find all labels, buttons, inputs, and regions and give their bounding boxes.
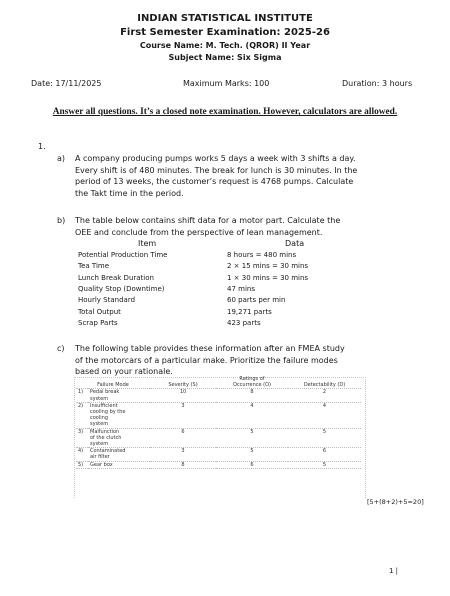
part-c-text [75, 343, 370, 378]
fmea-failure-mode [88, 402, 150, 428]
fmea-failure-mode [88, 461, 150, 468]
maximum-marks: Maximum Marks: 100 [183, 79, 270, 88]
table-row [76, 428, 361, 448]
table-row [76, 448, 361, 461]
mode-line: system [90, 441, 109, 448]
page-number: 1 | [389, 567, 399, 575]
fmea-severity: 3 [150, 448, 216, 461]
shift-item: Quality Stop (Downtime) [78, 285, 165, 293]
table-row [76, 389, 361, 402]
mode-line: system [90, 421, 109, 428]
part-b-text [75, 215, 370, 238]
shift-item: Total Output [78, 308, 121, 316]
fmea-row-number: 1) [76, 389, 88, 402]
fmea-row-number: 2) [76, 402, 88, 428]
fmea-severity: 10 [150, 389, 216, 402]
mode-line: system [90, 395, 109, 402]
fmea-table [76, 376, 361, 469]
shift-item: Potential Production Time [78, 251, 168, 259]
shift-table-data-header: Data [285, 239, 305, 248]
course-name: Course Name: M. Tech. (QROR) II Year [139, 41, 311, 50]
question-number: 1. [38, 142, 46, 151]
part-a-line: A company producing pumps works 5 days a week with 3 shifts a day. [75, 154, 356, 163]
exam-date: Date: 17/11/2025 [31, 79, 102, 88]
fmea-detectability: 6 [288, 448, 361, 461]
fmea-failure-mode [88, 428, 150, 448]
fmea-occurrence: 8 [216, 389, 288, 402]
part-a-line: the Takt time in the period. [75, 188, 184, 198]
instructions: Answer all questions. It’s a closed note examination. However, calculators are allowed. [52, 107, 398, 117]
mode-line: cooling by the [90, 409, 126, 416]
exam-duration: Duration: 3 hours [342, 79, 413, 88]
shift-data: 1 × 30 mins = 30 mins [227, 274, 309, 282]
part-c-line: The following table provides these information after an FMEA study [75, 344, 345, 353]
fmea-occurrence: 5 [216, 448, 288, 461]
shift-data: 47 mins [227, 285, 255, 293]
table-row [76, 402, 361, 428]
mode-line: air filter [90, 454, 110, 461]
part-c-label: c) [57, 344, 65, 353]
shift-item: Scrap Parts [78, 319, 118, 327]
mode-line: Contaminated [90, 448, 126, 455]
marks-breakdown: [5+(8+2)+5=20] [367, 498, 424, 506]
fmea-header-row [76, 382, 361, 389]
part-a-text [75, 153, 370, 199]
shift-item: Hourly Standard [78, 296, 136, 304]
fmea-detectability: 4 [288, 402, 361, 428]
part-c-line: of the motorcars of a particular make. Prioritize the failure modes [75, 355, 338, 365]
table-row [76, 461, 361, 468]
fmea-header-severity: Severity (S) [150, 382, 216, 389]
shift-item: Lunch Break Duration [78, 274, 154, 282]
fmea-severity: 3 [150, 402, 216, 428]
part-b-line: The table below contains shift data for a motor part. Calculate the [75, 216, 341, 225]
shift-data: 2 × 15 mins = 30 mins [227, 262, 309, 270]
fmea-header-failure-mode: Failure Mode [76, 382, 150, 389]
part-b-line: OEE and conclude from the perspective of lean management. [75, 227, 323, 237]
fmea-occurrence: 4 [216, 402, 288, 428]
mode-line: Insufficient [90, 402, 118, 409]
subject-name: Subject Name: Six Sigma [168, 53, 282, 62]
shift-data: 423 parts [227, 319, 261, 327]
fmea-row-number: 5) [76, 461, 88, 468]
mode-line: of the clutch [90, 434, 122, 441]
fmea-severity: 6 [150, 428, 216, 448]
fmea-occurrence: 6 [216, 461, 288, 468]
fmea-severity: 8 [150, 461, 216, 468]
exam-title: First Semester Examination: 2025-26 [120, 27, 330, 38]
part-a-label: a) [57, 154, 66, 163]
institute-name: INDIAN STATISTICAL INSTITUTE [137, 13, 313, 24]
shift-data: 19,271 parts [227, 308, 272, 316]
fmea-occurrence: 5 [216, 428, 288, 448]
ratings-of-header: Ratings of [239, 376, 265, 382]
fmea-failure-mode [88, 448, 150, 461]
part-c-line: based on your rationale. [75, 367, 173, 377]
part-a-line: Every shift is of 480 minutes. The break for lunch is 30 minutes. In the [75, 165, 358, 175]
part-b-label: b) [57, 216, 66, 225]
fmea-header-occurrence: Occurrence (O) [216, 382, 288, 389]
mode-line: cooling [90, 415, 108, 422]
fmea-detectability: 2 [288, 389, 361, 402]
mode-line: Pedal break [90, 389, 120, 396]
part-a-line: period of 13 weeks, the customer’s request is 4768 pumps. Calculate [75, 177, 354, 187]
shift-data: 60 parts per min [227, 296, 286, 304]
shift-data: 8 hours = 480 mins [227, 251, 297, 259]
shift-table-item-header: Item [138, 239, 157, 248]
mode-line: Malfunction [90, 428, 120, 435]
fmea-row-number: 3) [76, 428, 88, 448]
fmea-row-number: 4) [76, 448, 88, 461]
shift-item: Tea Time [78, 262, 110, 270]
fmea-failure-mode [88, 389, 150, 402]
fmea-detectability: 5 [288, 428, 361, 448]
fmea-detectability: 5 [288, 461, 361, 468]
mode-line: Gear box [90, 461, 113, 468]
fmea-header-detectability: Detectability (D) [288, 382, 361, 389]
